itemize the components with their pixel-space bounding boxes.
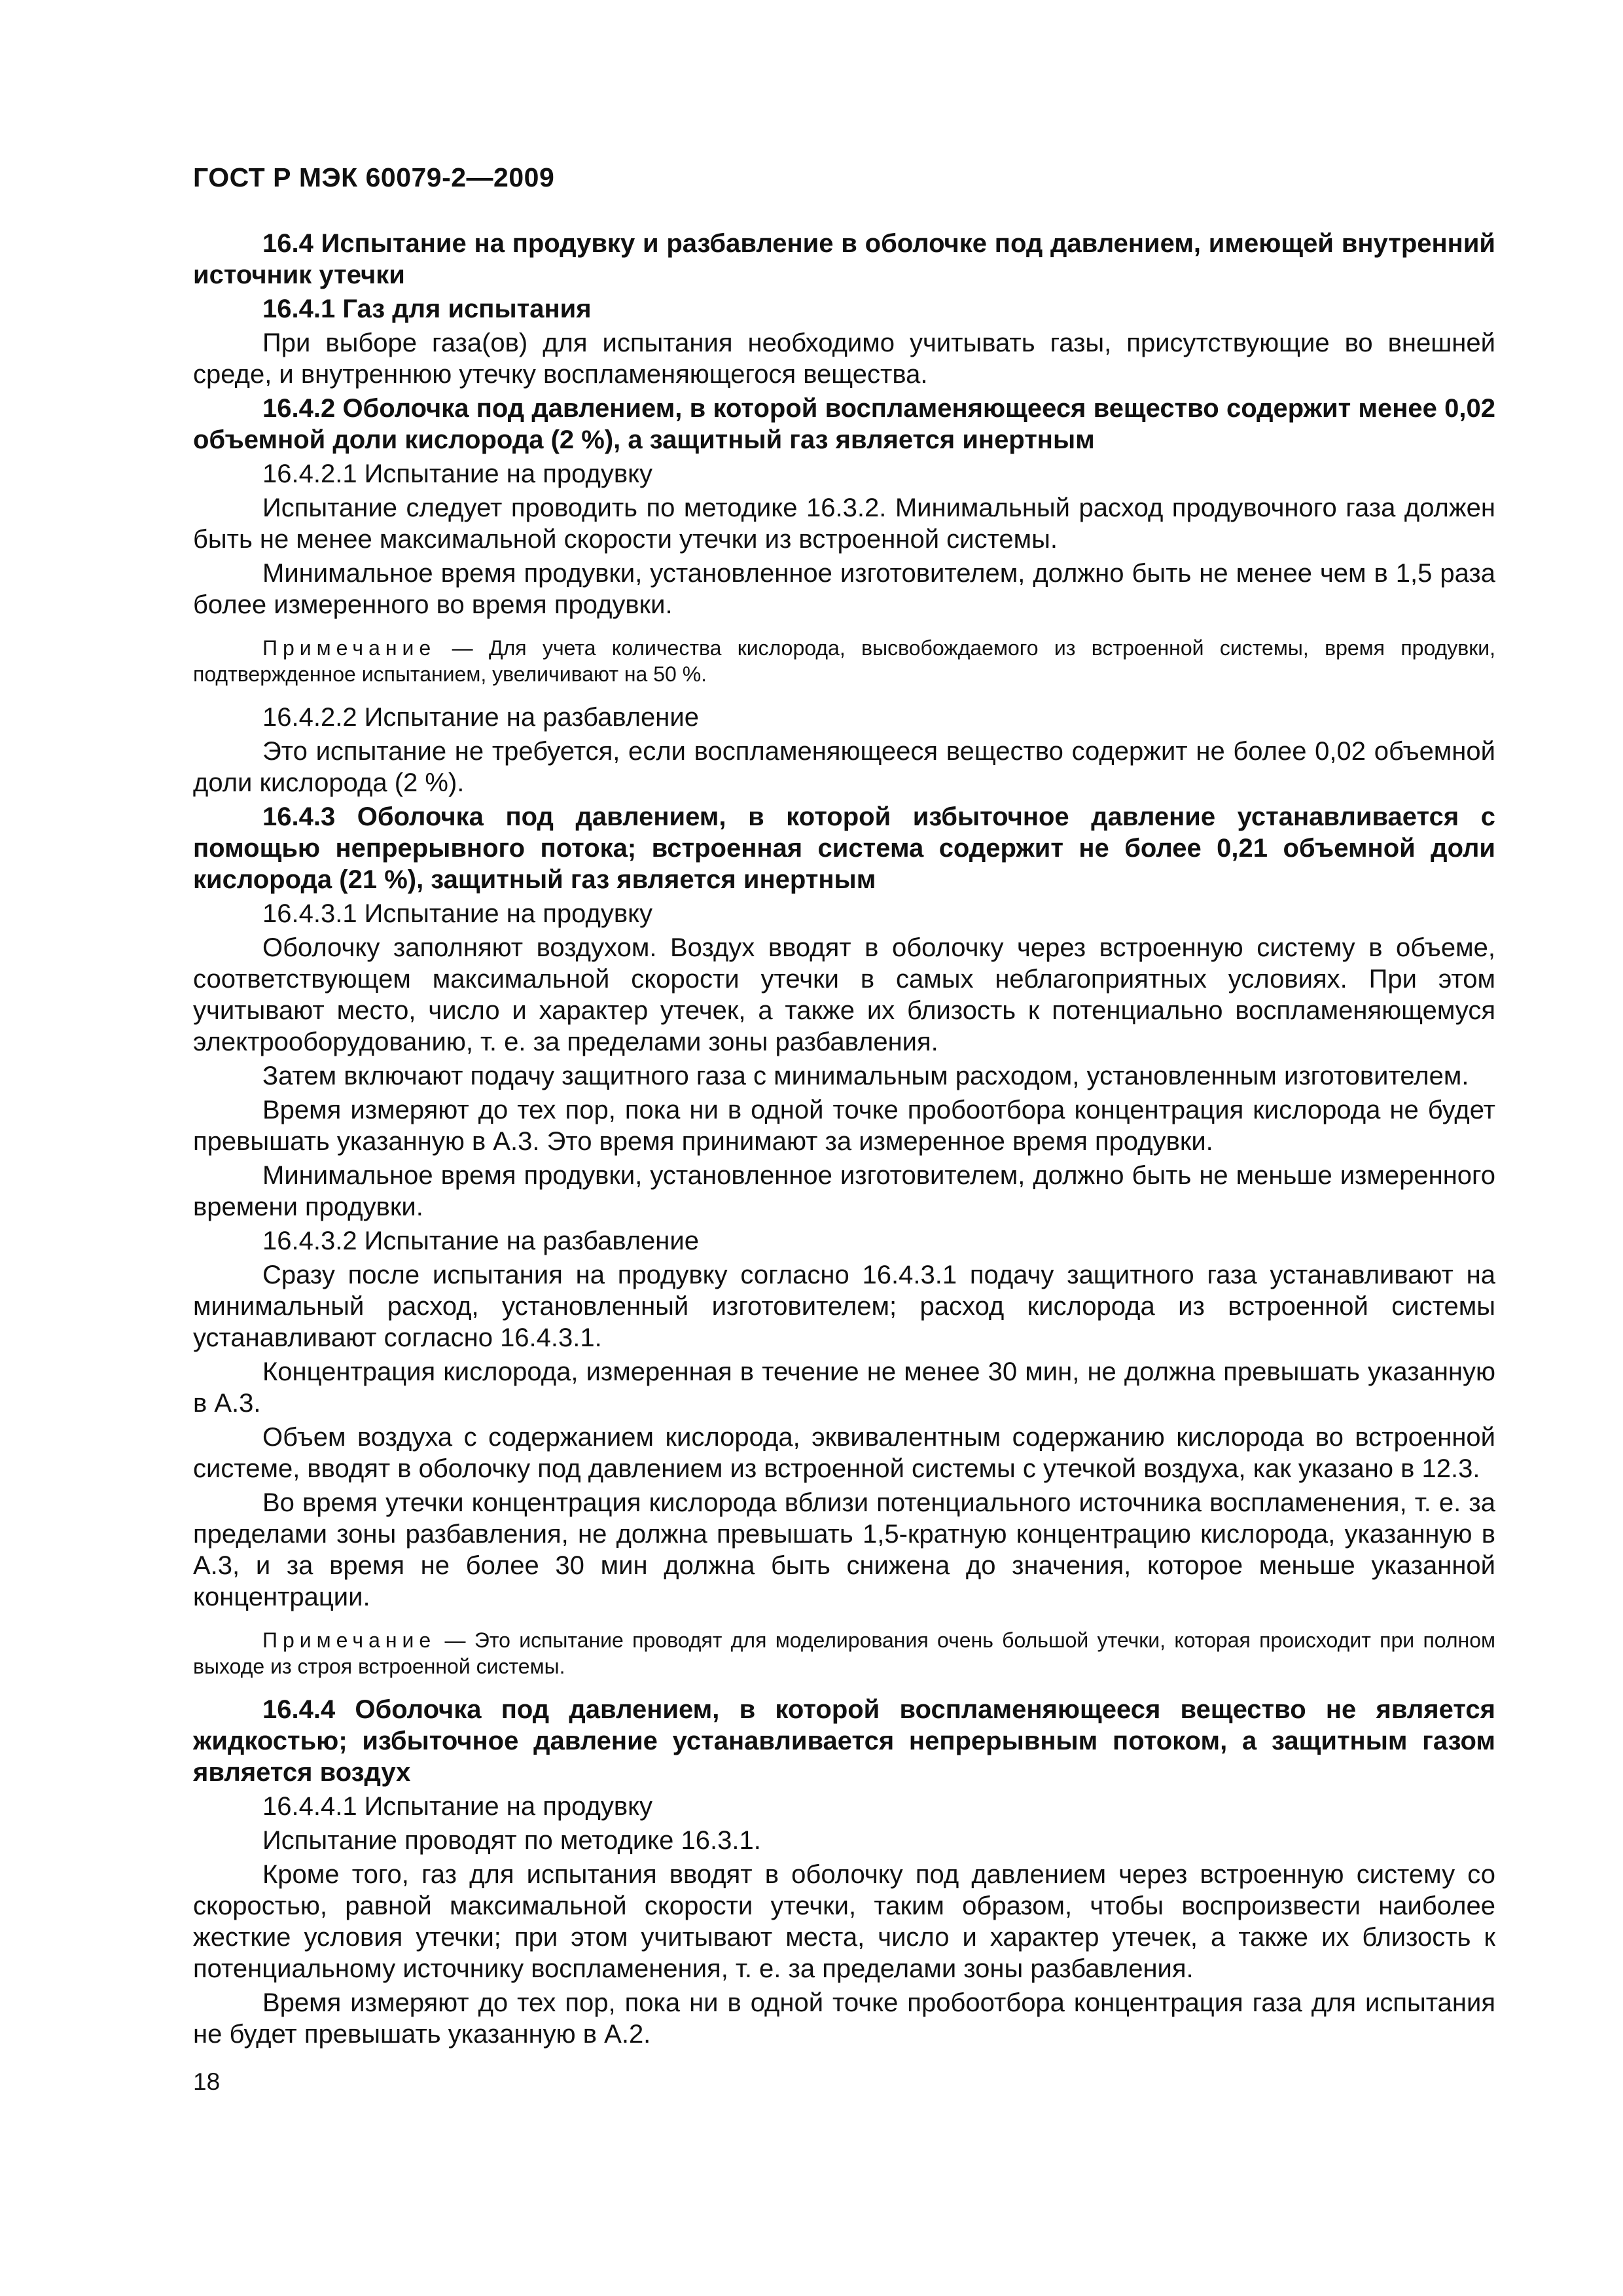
paragraph: Минимальное время продувки, установленное изготовителем, должно быть не меньше измеренного времени продувки.	[193, 1161, 1495, 1221]
paragraph: Оболочку заполняют воздухом. Воздух вводят в оболочку через встроенную систему в объеме, соответствующем максимальной скорости утечки в самых неблагоприятных условиях. При этом учитывают место, число и характер утечек, а также их близость к потенциально воспламеняющемуся электрооборудованию, т. е. за пределами зоны разбавления.	[193, 933, 1495, 1056]
note-1	[193, 635, 1495, 687]
paragraph: Это испытание не требуется, если воспламеняющееся вещество содержит не более 0,02 объемной доли кислорода (2 %).	[193, 737, 1495, 797]
section-heading-16-4-3: 16.4.3 Оболочка под давлением, в которой избыточное давление устанавливается с помощью непрерывного потока; встроенная система содержит не более 0,21 объемной доли кислорода (21 %), защитный газ является инертным	[193, 802, 1495, 894]
section-heading-16-4-2: 16.4.2 Оболочка под давлением, в которой воспламеняющееся вещество содержит менее 0,02 объемной доли кислорода (2 %), а защитный газ является инертным	[193, 394, 1495, 454]
paragraph: Испытание проводят по методике 16.3.1.	[262, 1826, 761, 1855]
note-label: Примечание	[262, 1628, 437, 1652]
note-text: Для учета количества кислорода, высвобождаемого из встроенной системы, время продувки, подтвержденное испытанием, увеличивают на 50 %.	[193, 636, 1496, 686]
paragraph: Время измеряют до тех пор, пока ни в одной точке пробоотбора концентрация газа для испытания не будет превышать указанную в А.2.	[193, 1988, 1495, 2049]
paragraph: Сразу после испытания на продувку согласно 16.4.3.1 подачу защитного газа устанавливают на минимальный расход, установленный изготовителем; расход кислорода из встроенной системы устанавливают согласно 16.4.3.1.	[193, 1261, 1495, 1352]
paragraph: Испытание следует проводить по методике 16.3.2. Минимальный расход продувочного газа должен быть не менее максимальной скорости утечки из встроенной системы.	[193, 493, 1495, 554]
note-2	[193, 1627, 1495, 1679]
standard-header: ГОСТ Р МЭК 60079-2—2009	[193, 162, 555, 192]
subsection-heading-16-4-4-1: 16.4.4.1 Испытание на продувку	[262, 1792, 653, 1821]
paragraph: Во время утечки концентрация кислорода вблизи потенциального источника воспламенения, т. е. за пределами зоны разбавления, не должна превышать 1,5-кратную концентрацию кислорода, указанную в А.3, и за время не более 30 мин должна быть снижена до значения, которое меньше указанной концентрации.	[193, 1488, 1495, 1611]
note-label: Примечание	[262, 636, 437, 660]
subsection-heading-16-4-3-2: 16.4.3.2 Испытание на разбавление	[262, 1227, 699, 1255]
section-heading-16-4-1: 16.4.1 Газ для испытания	[262, 295, 592, 323]
paragraph: Затем включают подачу защитного газа с минимальным расходом, установленным изготовителем.	[262, 1062, 1469, 1090]
paragraph: Минимальное время продувки, установленное изготовителем, должно быть не менее чем в 1,5 раза более измеренного во время продувки.	[193, 559, 1495, 619]
document-body	[193, 228, 1495, 2053]
note-dash: —	[436, 636, 489, 660]
paragraph: Кроме того, газ для испытания вводят в оболочку под давлением через встроенную систему со скоростью, равной максимальной скорости утечки, таким образом, чтобы воспроизвести наиболее жесткие условия утечки; при этом учитывают места, число и характер утечек, а также их близость к потенциальному источнику воспламенения, т. е. за пределами зоны разбавления.	[193, 1860, 1495, 1983]
note-dash: —	[436, 1628, 474, 1652]
paragraph: Концентрация кислорода, измеренная в течение не менее 30 мин, не должна превышать указанную в А.3.	[193, 1357, 1495, 1418]
section-heading-16-4: 16.4 Испытание на продувку и разбавление в оболочке под давлением, имеющей внутренний источник утечки	[193, 229, 1495, 289]
page-number: 18	[193, 2068, 221, 2095]
note-text: Это испытание проводят для моделирования очень большой утечки, которая происходит при полном выходе из строя встроенной системы.	[193, 1628, 1495, 1678]
paragraph: Время измеряют до тех пор, пока ни в одной точке пробоотбора концентрация кислорода не будет превышать указанную в А.3. Это время принимают за измеренное время продувки.	[193, 1096, 1495, 1156]
subsection-heading-16-4-2-2: 16.4.2.2 Испытание на разбавление	[262, 703, 699, 732]
section-heading-16-4-4: 16.4.4 Оболочка под давлением, в которой воспламеняющееся вещество не является жидкостью; избыточное давление устанавливается непрерывным потоком, а защитным газом является воздух	[193, 1695, 1495, 1787]
subsection-heading-16-4-2-1: 16.4.2.1 Испытание на продувку	[262, 459, 653, 488]
subsection-heading-16-4-3-1: 16.4.3.1 Испытание на продувку	[262, 899, 653, 928]
paragraph: При выборе газа(ов) для испытания необходимо учитывать газы, присутствующие во внешней среде, и внутреннюю утечку воспламеняющегося вещества.	[193, 329, 1495, 389]
paragraph: Объем воздуха с содержанием кислорода, эквивалентным содержанию кислорода во встроенной системе, вводят в оболочку под давлением из встроенной системы с утечкой воздуха, как указано в 12.3.	[193, 1423, 1495, 1483]
